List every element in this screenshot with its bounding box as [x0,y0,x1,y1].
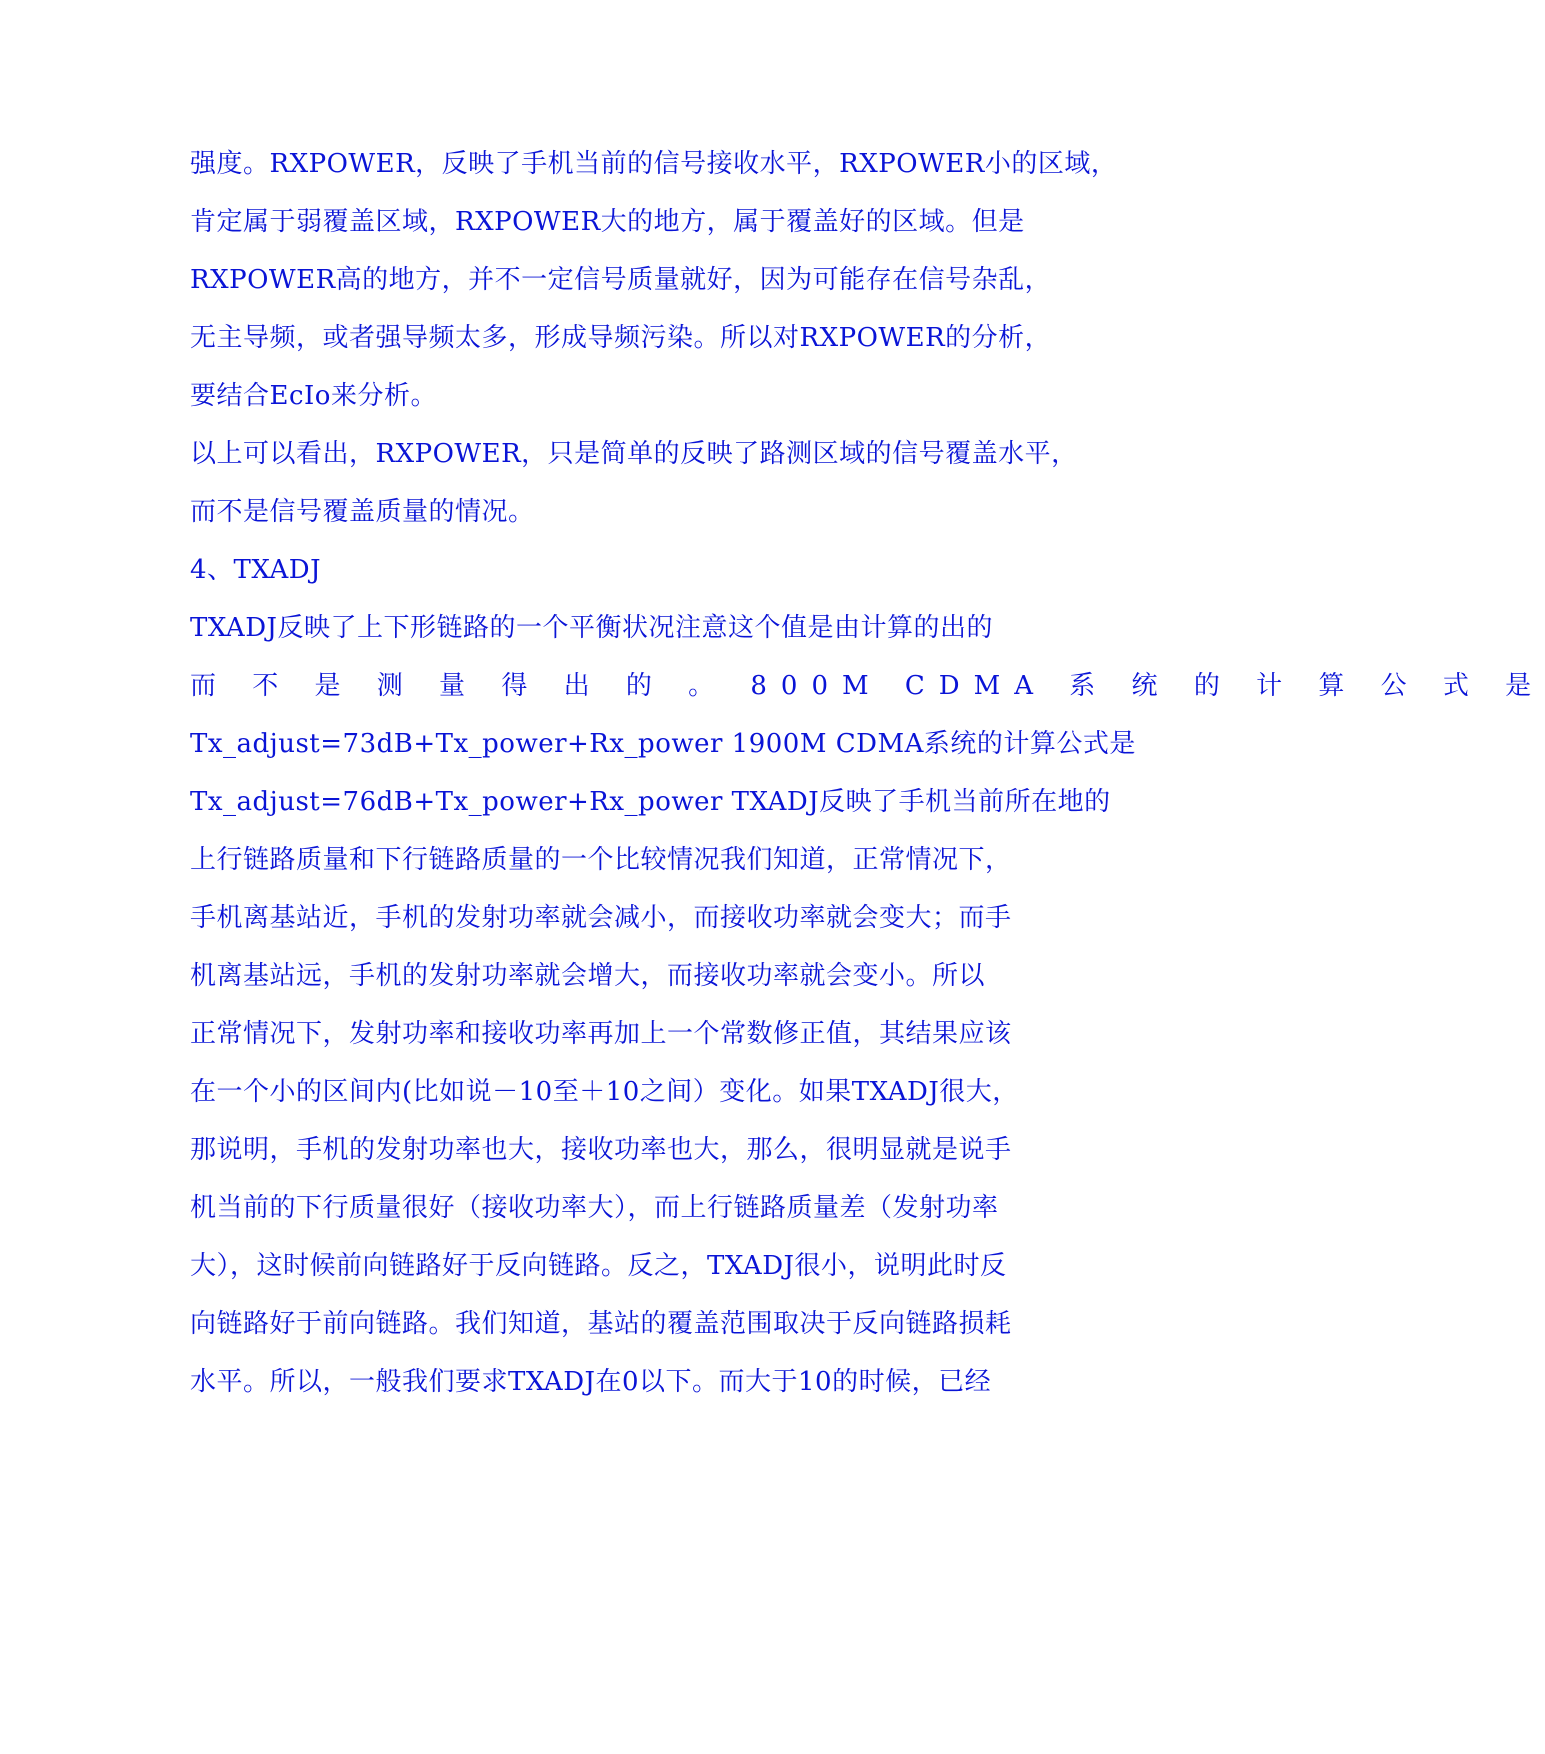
text-line-19: 机当前的下行质量很好（接收功率大），而上行链路质量差（发射功率 [190,1193,999,1223]
text-line-6: 以上可以看出，RXPOWER，只是简单的反映了路测区域的信号覆盖水平， [190,439,1078,469]
text-line-9: TXADJ反映了上下形链路的一个平衡状况注意这个值是由计算的出的 [190,613,993,643]
text-line-2: 肯定属于弱覆盖区域，RXPOWER大的地方，属于覆盖好的区域。但是 [190,207,1025,237]
text-line-10: 而 不 是 测 量 得 出 的 。 800M CDMA 系 统 的 计 算 公 式 是 [190,671,1545,701]
text-line-16: 正常情况下，发射功率和接收功率再加上一个常数修正值，其结果应该 [190,1019,1012,1049]
text-line-22: 水平。所以，一般我们要求TXADJ在0以下。而大于10的时候，已经 [190,1367,992,1397]
section-heading: 4、TXADJ [190,555,322,585]
formula-line-1900m: Tx_adjust=76dB+Tx_power+Rx_power TXADJ反映了手机当前所在地的 [190,787,1111,817]
text-line-4: 无主导频，或者强导频太多，形成导频污染。所以对RXPOWER的分析， [190,323,1052,353]
text-line-20: 大），这时候前向链路好于反向链路。反之，TXADJ很小，说明此时反 [190,1251,1007,1281]
text-line-1: 强度。RXPOWER，反映了手机当前的信号接收水平，RXPOWER小的区域， [190,149,1118,179]
text-line-3: RXPOWER高的地方，并不一定信号质量就好，因为可能存在信号杂乱， [190,265,1052,295]
formula-line-800m: Tx_adjust=73dB+Tx_power+Rx_power 1900M CDMA系统的计算公式是 [190,729,1136,759]
text-line-18: 那说明，手机的发射功率也大，接收功率也大，那么，很明显就是说手 [190,1135,1012,1165]
text-line-15: 机离基站远，手机的发射功率就会增大，而接收功率就会变小。所以 [190,961,986,991]
text-line-7: 而不是信号覆盖质量的情况。 [190,497,535,527]
text-line-13: 上行链路质量和下行链路质量的一个比较情况我们知道，正常情况下， [190,845,1012,875]
text-line-21: 向链路好于前向链路。我们知道，基站的覆盖范围取决于反向链路损耗 [190,1309,1012,1339]
text-line-17: 在一个小的区间内(比如说－10至＋10之间）变化。如果TXADJ很大， [190,1077,1019,1107]
text-line-5: 要结合EcIo来分析。 [190,381,437,411]
text-line-14: 手机离基站近，手机的发射功率就会减小，而接收功率就会变大；而手 [190,903,1012,933]
